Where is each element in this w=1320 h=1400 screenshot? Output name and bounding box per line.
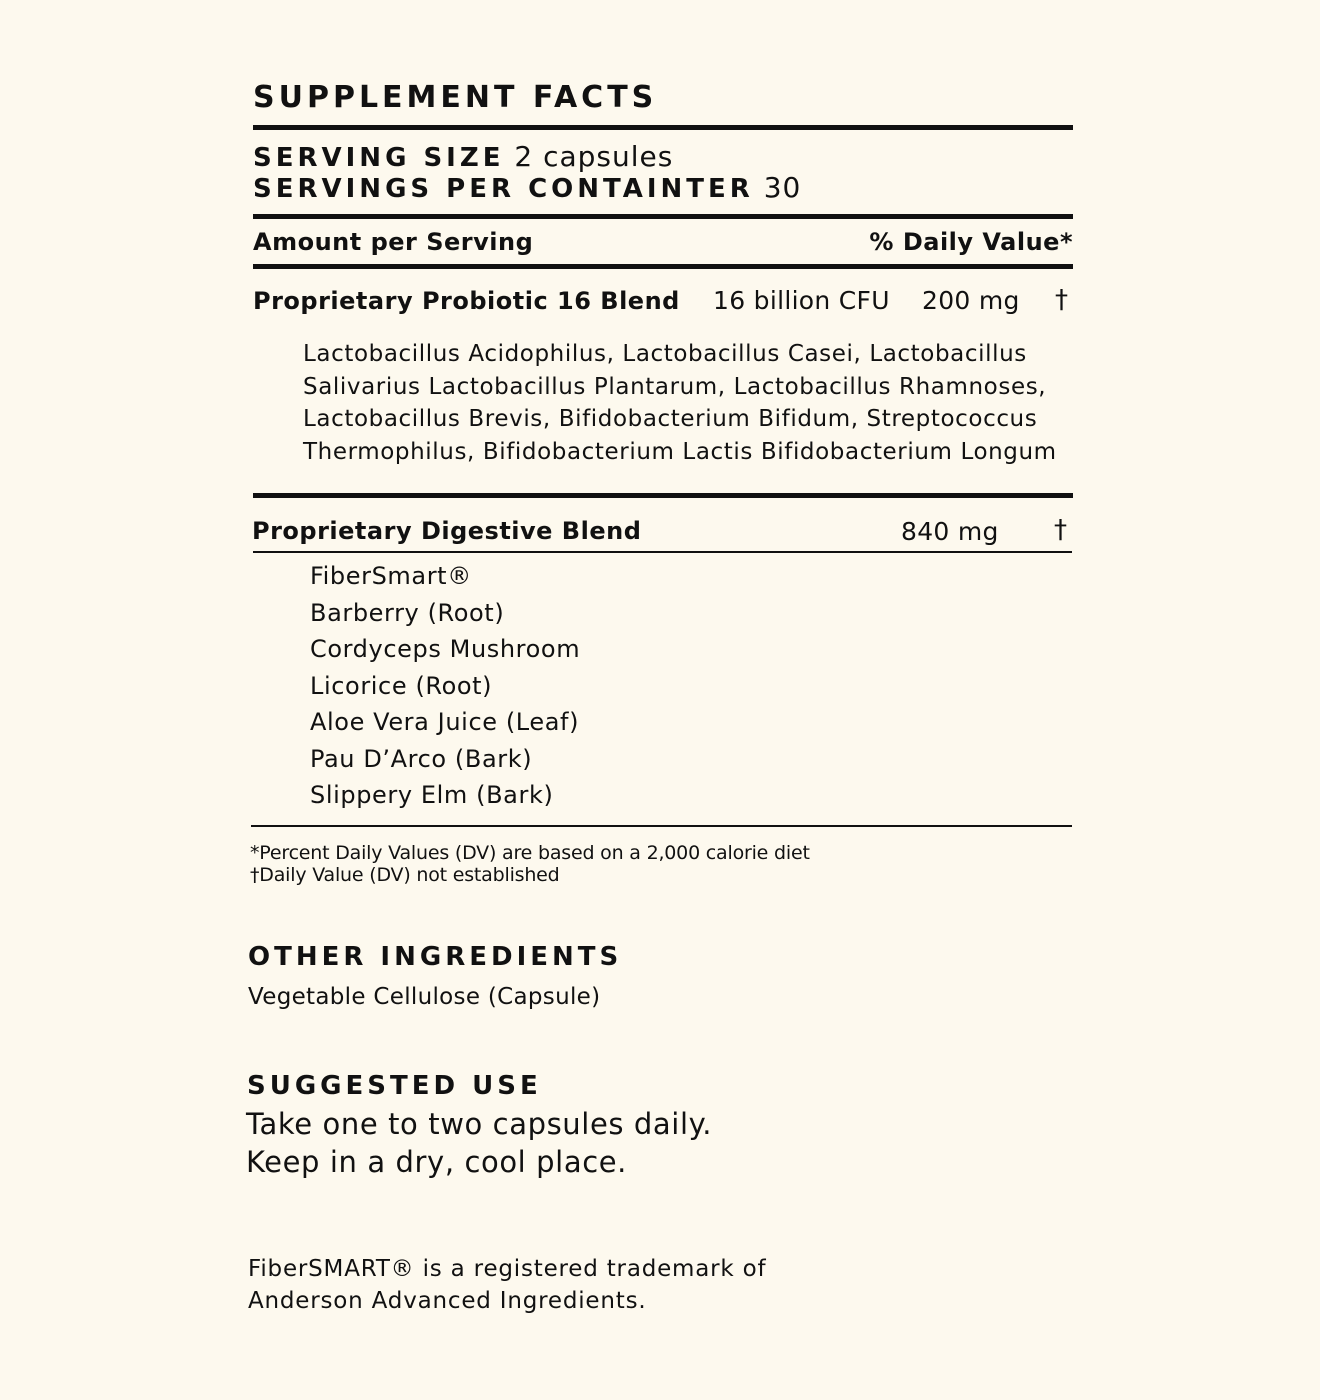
- strain-line: Thermophilus, Bifidobacterium Lactis Bifidobacterium Longum: [303, 438, 1057, 465]
- digestive-ingredient: Cordyceps Mushroom: [310, 635, 581, 663]
- probiotic-blend-name: Proprietary Probiotic 16 Blend: [253, 287, 680, 315]
- serving-divider: [253, 214, 1073, 219]
- digestive-blend-amount: 840 mg: [901, 517, 999, 546]
- serving-size-row: [253, 140, 673, 173]
- strain-line: Lactobacillus Acidophilus, Lactobacillus Casei, Lactobacillus: [303, 341, 1027, 367]
- amount-per-serving-header: Amount per Serving: [253, 228, 534, 256]
- digestive-header-divider: [253, 551, 1072, 553]
- strain-line: Salivarius Lactobacillus Plantarum, Lactobacillus Rhamnoses,: [303, 373, 1047, 400]
- strain-line: Lactobacillus Brevis, Bifidobacterium Bifidum, Streptococcus: [303, 406, 1038, 432]
- trademark-owner-line: Anderson Advanced Ingredients.: [248, 1288, 647, 1314]
- digestive-ingredient: FiberSmart®: [310, 562, 472, 590]
- probiotic-blend-dv: †: [1055, 285, 1068, 315]
- dagger-footnote: †Daily Value (DV) not established: [250, 864, 560, 886]
- probiotic-blend-amount: 200 mg: [922, 286, 1020, 315]
- digestive-blend-name: Proprietary Digestive Blend: [252, 517, 642, 545]
- serving-size-value: 2 capsules: [514, 140, 674, 173]
- digestive-ingredient: Slippery Elm (Bark): [310, 781, 554, 809]
- probiotic-divider: [253, 493, 1073, 498]
- probiotic-blend-strains: [303, 338, 1093, 468]
- probiotic-blend-cfu: 16 billion CFU: [713, 286, 890, 315]
- daily-value-header: % Daily Value*: [869, 228, 1073, 256]
- digestive-blend-dv: †: [1054, 515, 1067, 545]
- dv-footnote: *Percent Daily Values (DV) are based on a 2,000 calorie diet: [250, 842, 810, 864]
- title-divider: [253, 125, 1073, 130]
- serving-size-label: SERVING SIZE: [253, 143, 505, 173]
- ingredients-divider: [251, 825, 1072, 827]
- servings-per-container-row: [253, 171, 801, 204]
- suggested-use-title: SUGGESTED USE: [247, 1071, 542, 1101]
- storage-line: Keep in a dry, cool place.: [246, 1145, 628, 1179]
- servings-per-container-label: SERVINGS PER CONTAINTER: [253, 174, 754, 204]
- other-ingredients-title: OTHER INGREDIENTS: [248, 942, 623, 972]
- supplement-facts-title: SUPPLEMENT FACTS: [253, 80, 658, 115]
- other-ingredients-text: Vegetable Cellulose (Capsule): [248, 984, 601, 1010]
- servings-per-container-value: 30: [763, 171, 802, 204]
- digestive-ingredient: Barberry (Root): [310, 599, 505, 627]
- digestive-ingredient: Licorice (Root): [310, 672, 493, 700]
- header-divider: [253, 264, 1073, 269]
- suggested-use-line: Take one to two capsules daily.: [246, 1107, 713, 1141]
- digestive-ingredient: Pau D’Arco (Bark): [310, 745, 533, 773]
- trademark-line: FiberSMART® is a registered trademark of: [248, 1256, 767, 1282]
- digestive-ingredient: Aloe Vera Juice (Leaf): [310, 708, 580, 736]
